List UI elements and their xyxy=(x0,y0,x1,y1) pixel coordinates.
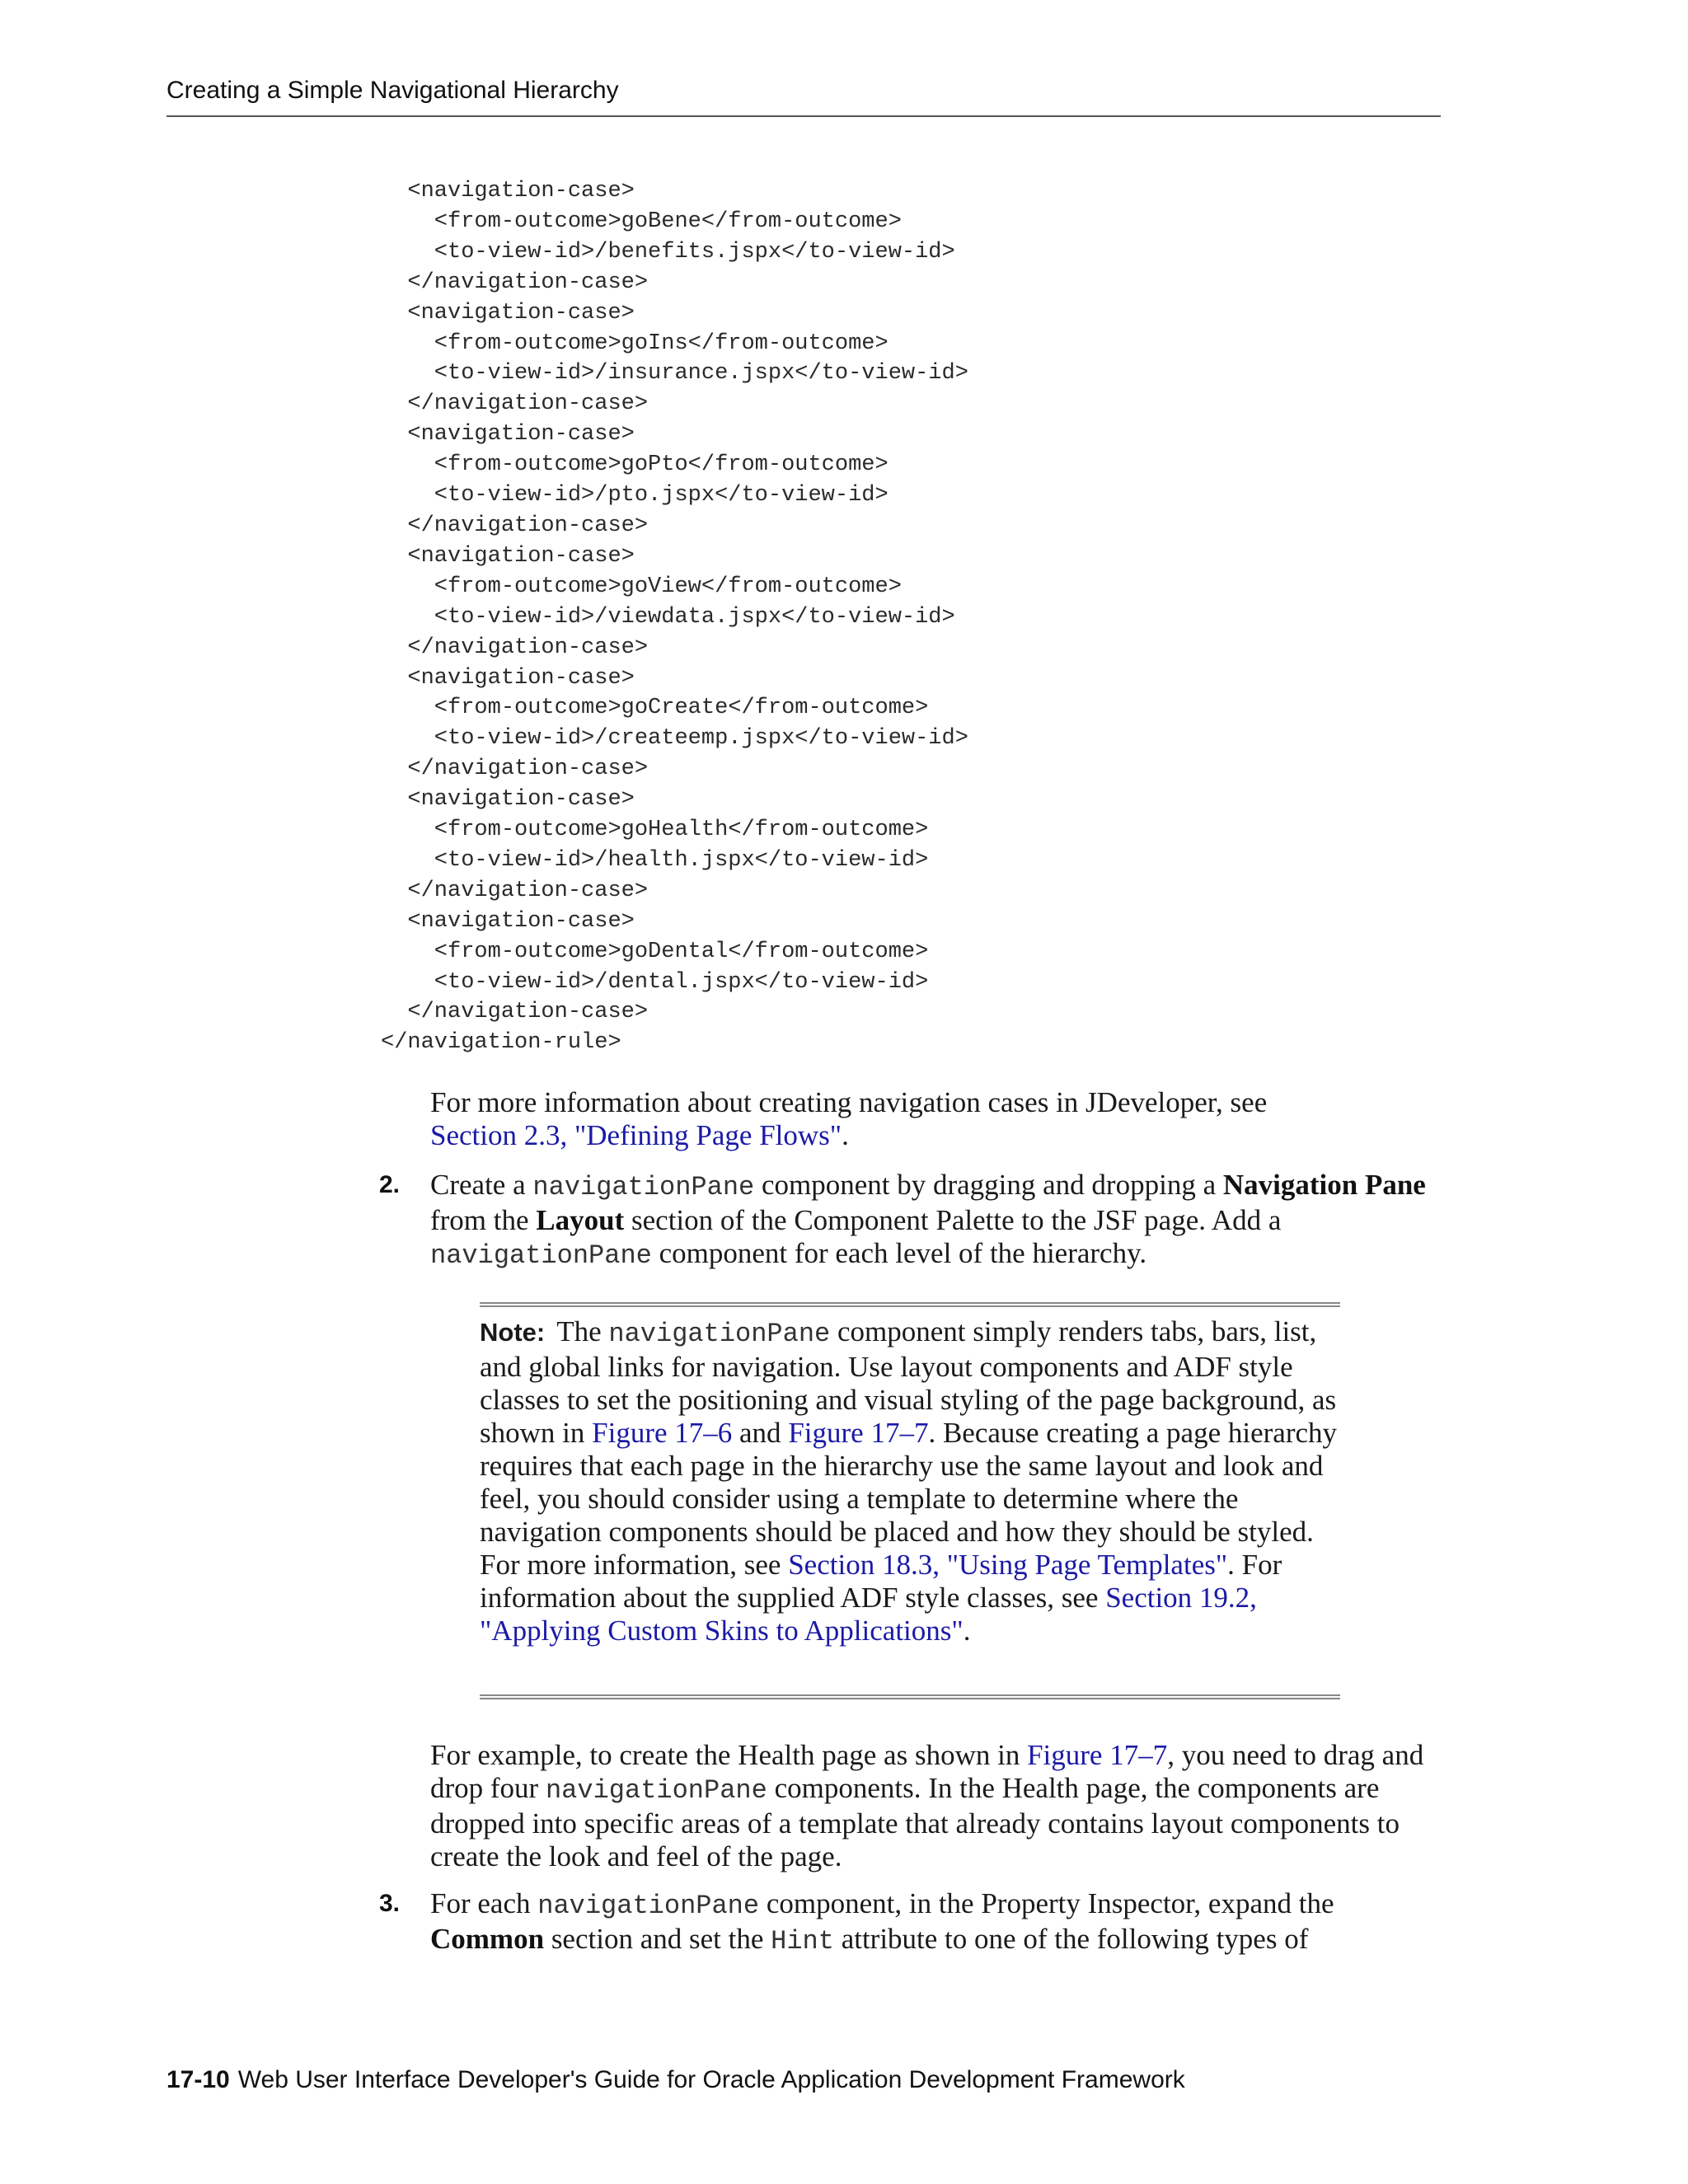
example-text-2: , you need to drag and drop four xyxy=(430,1739,1424,1804)
step3-code-2: Hint xyxy=(771,1926,834,1957)
page-number: 17-10 xyxy=(166,2066,230,2093)
note-top-rule xyxy=(480,1302,1340,1307)
section-18-3-link[interactable]: Section 18.3, "Using Page Templates" xyxy=(788,1549,1228,1581)
book-title: Web User Interface Developer's Guide for Oracle Application Development Framework xyxy=(237,2066,1185,2093)
code-line: </navigation-case> xyxy=(381,391,649,417)
code-listing xyxy=(381,176,968,1058)
step2-text-5: component for each level of the hierarchy. xyxy=(651,1237,1147,1269)
note-code-1: navigationPane xyxy=(608,1319,831,1349)
code-line: <to-view-id>/insurance.jspx</to-view-id> xyxy=(381,361,968,387)
step2-bold-1: Navigation Pane xyxy=(1222,1169,1426,1201)
code-line: </navigation-rule> xyxy=(381,1030,621,1056)
code-line: <navigation-case> xyxy=(381,179,635,204)
code-line: <navigation-case> xyxy=(381,787,635,813)
step3-code-1: navigationPane xyxy=(537,1891,760,1921)
code-line: <from-outcome>goCreate</from-outcome> xyxy=(381,696,929,721)
code-line: <to-view-id>/pto.jspx</to-view-id> xyxy=(381,483,889,509)
code-line: <to-view-id>/dental.jspx</to-view-id> xyxy=(381,969,929,995)
code-line: <to-view-id>/health.jspx</to-view-id> xyxy=(381,847,929,873)
example-paragraph xyxy=(430,1739,1452,1873)
more-info-text: For more information about creating navigation cases in JDeveloper, see xyxy=(430,1086,1268,1118)
running-header: Creating a Simple Navigational Hierarchy xyxy=(166,77,619,104)
code-line: <from-outcome>goView</from-outcome> xyxy=(381,574,902,599)
code-line: <navigation-case> xyxy=(381,908,635,934)
code-line: </navigation-case> xyxy=(381,635,649,660)
step3-bold-1: Common xyxy=(430,1923,545,1955)
step2-bold-2: Layout xyxy=(536,1204,625,1236)
step3-text-2: component, in the Property Inspector, expand the xyxy=(759,1887,1334,1919)
step2-code-1: navigationPane xyxy=(532,1172,755,1202)
step2-text-2: component by dragging and dropping a xyxy=(754,1169,1223,1201)
step2-text-4: section of the Component Palette to the JSF page. Add a xyxy=(624,1204,1282,1236)
code-line: <from-outcome>goDental</from-outcome> xyxy=(381,939,929,964)
example-code-1: navigationPane xyxy=(545,1775,767,1806)
note-label: Note: xyxy=(480,1318,546,1347)
note-text-1: The xyxy=(556,1315,609,1347)
code-line: <to-view-id>/viewdata.jspx</to-view-id> xyxy=(381,604,955,630)
step3-text-1: For each xyxy=(430,1887,538,1919)
code-line: <navigation-case> xyxy=(381,422,635,448)
code-line: <navigation-case> xyxy=(381,300,635,326)
code-line: </navigation-case> xyxy=(381,513,649,538)
code-line: <from-outcome>goIns</from-outcome> xyxy=(381,330,889,356)
step-2-text xyxy=(430,1169,1452,1272)
figure-17-6-link[interactable]: Figure 17–6 xyxy=(592,1417,733,1449)
code-line: <from-outcome>goBene</from-outcome> xyxy=(381,209,902,234)
step-number-3: 3. xyxy=(379,1890,401,1917)
step-3-text xyxy=(430,1887,1452,1958)
period: . xyxy=(842,1119,849,1151)
note-box xyxy=(480,1315,1345,1647)
code-line: <to-view-id>/benefits.jspx</to-view-id> xyxy=(381,239,955,265)
figure-17-7-link-2[interactable]: Figure 17–7 xyxy=(1027,1739,1168,1771)
example-text-3: components. In the Health page, the components are dropped into specific areas of a template that already contains layout components to create the look and feel of the page. xyxy=(430,1772,1400,1872)
step2-text-3: from the xyxy=(430,1204,537,1236)
page-footer xyxy=(166,2064,1185,2097)
code-line: </navigation-case> xyxy=(381,269,649,295)
step3-text-4: attribute to one of the following types of xyxy=(833,1923,1309,1955)
note-bottom-rule xyxy=(480,1694,1340,1699)
note-text-5: . For information about the supplied ADF style classes, see xyxy=(480,1549,1282,1614)
step2-text-1: Create a xyxy=(430,1169,533,1201)
code-line: <to-view-id>/createemp.jspx</to-view-id> xyxy=(381,726,968,752)
code-line: </navigation-case> xyxy=(381,878,649,903)
code-line: </navigation-case> xyxy=(381,757,649,782)
note-text-2: component simply renders tabs, bars, list, and global links for navigation. Use layout components and ADF style classes to set the positioning and visual styling of the page background, as shown in xyxy=(480,1315,1337,1449)
code-line: <from-outcome>goPto</from-outcome> xyxy=(381,452,889,478)
more-info-paragraph xyxy=(430,1086,1419,1152)
step-number-2: 2. xyxy=(379,1171,401,1198)
code-line: <from-outcome>goHealth</from-outcome> xyxy=(381,818,929,843)
header-divider xyxy=(166,115,1441,117)
note-text-6: . xyxy=(963,1615,971,1647)
section-2-3-link[interactable]: Section 2.3, "Defining Page Flows" xyxy=(430,1119,842,1151)
code-line: <navigation-case> xyxy=(381,665,635,691)
code-line: </navigation-case> xyxy=(381,1000,649,1025)
figure-17-7-link[interactable]: Figure 17–7 xyxy=(788,1417,929,1449)
note-text-3: and xyxy=(732,1417,789,1449)
step3-text-3: section and set the xyxy=(544,1923,771,1955)
example-text-1: For example, to create the Health page as shown in xyxy=(430,1739,1028,1771)
code-line: <navigation-case> xyxy=(381,543,635,569)
note-text-4: . Because creating a page hierarchy requires that each page in the hierarchy use the same layout and look and feel, you should consider using a template to determine where the navigation components should be placed and how they should be styled. For more information, see xyxy=(480,1417,1338,1581)
step2-code-2: navigationPane xyxy=(430,1240,652,1271)
section-19-2-link[interactable]: Section 19.2, "Applying Custom Skins to Applications" xyxy=(480,1582,1257,1647)
